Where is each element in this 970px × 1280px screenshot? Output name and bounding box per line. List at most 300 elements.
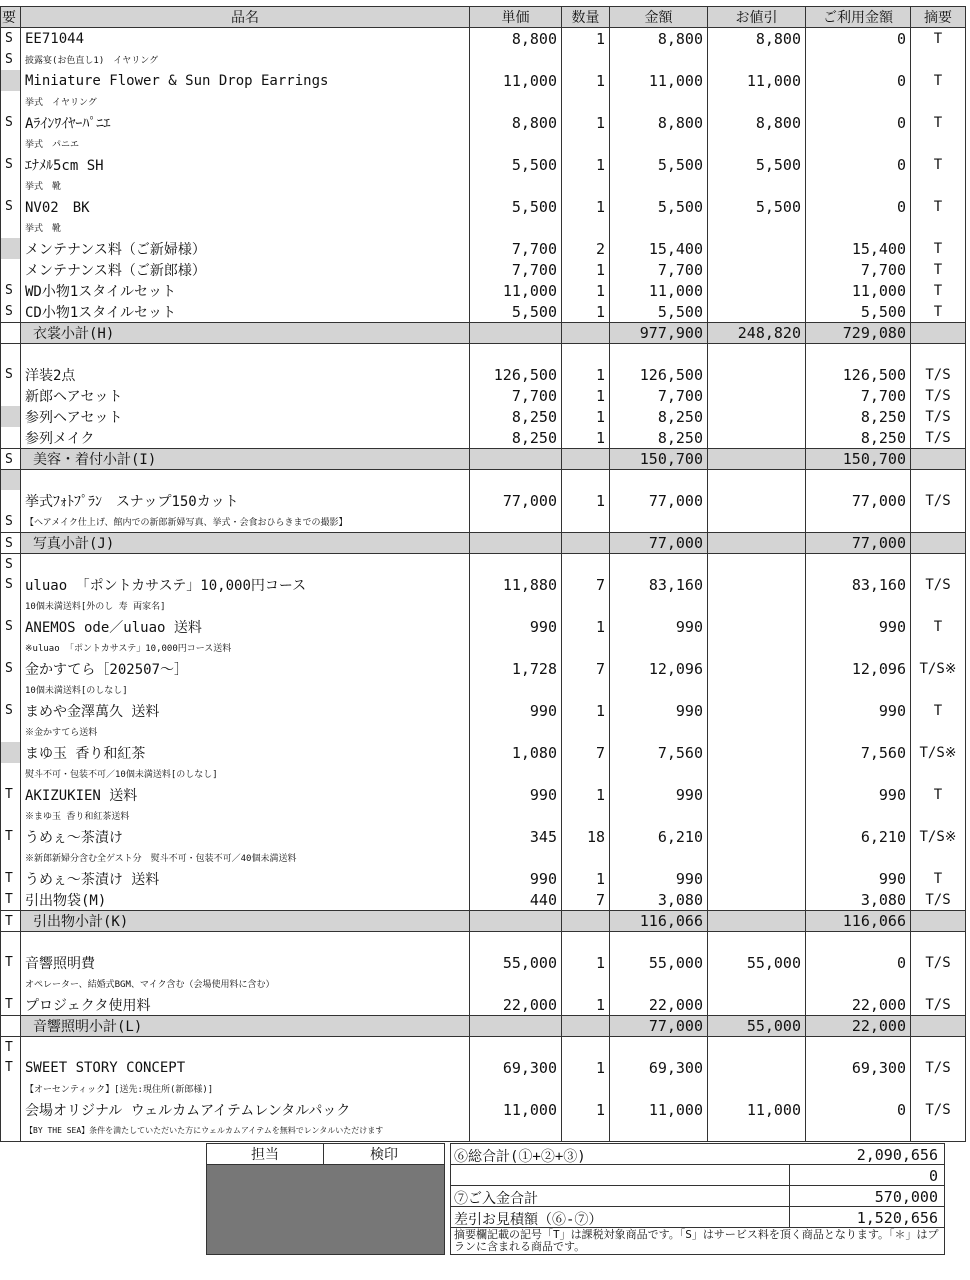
row-left-mark: S	[1, 28, 21, 50]
item-remark-row	[1, 49, 966, 70]
quantity: 1	[562, 427, 610, 449]
empty-cell	[562, 323, 610, 344]
table-row	[1, 112, 966, 133]
empty-cell	[708, 763, 806, 784]
row-left-mark	[1, 175, 21, 196]
quantity: 1	[562, 616, 610, 637]
amount: 8,800	[610, 28, 708, 50]
subtotal-discount: 248,820	[708, 323, 806, 344]
empty-cell	[708, 932, 806, 953]
empty-cell	[610, 973, 708, 994]
empty-cell	[610, 721, 708, 742]
discount	[708, 574, 806, 595]
item-remark: 10個未満送料[のしなし]	[21, 679, 470, 700]
empty-cell	[610, 175, 708, 196]
row-left-mark: S	[1, 533, 21, 554]
note-code: T/S	[911, 1057, 966, 1078]
empty-cell	[610, 554, 708, 575]
empty-cell	[21, 932, 470, 953]
quantity: 1	[562, 112, 610, 133]
unit-price: 7,700	[470, 385, 562, 406]
empty-cell	[470, 175, 562, 196]
header-note: 摘要	[911, 7, 966, 28]
row-left-mark: S	[1, 154, 21, 175]
item-remark-row	[1, 805, 966, 826]
quantity: 1	[562, 385, 610, 406]
use-amount: 69,300	[806, 1057, 911, 1078]
item-name: メンテナンス料（ご新郎様）	[21, 259, 470, 280]
unit-price: 5,500	[470, 301, 562, 323]
header-quantity: 数量	[562, 7, 610, 28]
row-left-mark	[1, 406, 21, 427]
use-amount: 8,250	[806, 427, 911, 449]
unit-price: 11,000	[470, 70, 562, 91]
note-code: T/S※	[911, 658, 966, 679]
amount: 7,560	[610, 742, 708, 763]
table-row	[1, 616, 966, 637]
discount	[708, 280, 806, 301]
subtotal-row	[1, 911, 966, 932]
item-remark: 【ヘアメイク仕上げ、館内での新郎新婦写真、挙式・会食おひらきまでの撮影】	[21, 511, 470, 533]
empty-cell	[806, 1037, 911, 1058]
empty-cell	[562, 449, 610, 470]
empty-cell	[610, 679, 708, 700]
empty-cell	[911, 763, 966, 784]
empty-cell	[708, 217, 806, 238]
empty-cell	[610, 344, 708, 365]
discount	[708, 700, 806, 721]
empty-cell	[806, 805, 911, 826]
discount	[708, 301, 806, 323]
empty-cell	[911, 1120, 966, 1142]
row-left-mark	[1, 721, 21, 742]
unit-price: 1,080	[470, 742, 562, 763]
item-remark: 熨斗不可・包装不可／10個未満送料[のしなし]	[21, 763, 470, 784]
unit-price: 8,800	[470, 28, 562, 50]
row-left-mark	[1, 490, 21, 511]
quantity: 7	[562, 574, 610, 595]
empty-cell	[470, 679, 562, 700]
note-code: T	[911, 238, 966, 259]
empty-cell	[562, 847, 610, 868]
empty-cell	[610, 1120, 708, 1142]
spacer-row	[1, 1037, 966, 1058]
row-left-mark	[1, 427, 21, 449]
discount	[708, 994, 806, 1016]
table-row	[1, 952, 966, 973]
item-remark: 【BY THE SEA】条件を満たしていただいた方にウェルカムアイテムを無料でレンタルいただけます	[21, 1120, 470, 1142]
subtotal-label: 写真小計(J)	[21, 533, 470, 554]
empty-cell	[562, 133, 610, 154]
quantity: 2	[562, 238, 610, 259]
item-name: Miniature Flower & Sun Drop Earrings	[21, 70, 470, 91]
row-left-mark	[1, 323, 21, 344]
discount	[708, 616, 806, 637]
unit-price: 11,000	[470, 280, 562, 301]
subtotal-amount: 116,066	[610, 911, 708, 932]
empty-cell	[806, 175, 911, 196]
row-left-mark: S	[1, 616, 21, 637]
header-discount: お値引	[708, 7, 806, 28]
empty-cell	[806, 721, 911, 742]
note-code: T/S※	[911, 826, 966, 847]
row-left-mark	[1, 91, 21, 112]
empty-cell	[610, 932, 708, 953]
table-row	[1, 1057, 966, 1078]
spacer-row	[1, 554, 966, 575]
tanto-label	[206, 1143, 324, 1165]
discount: 8,800	[708, 28, 806, 50]
empty-cell	[21, 344, 470, 365]
empty-cell	[806, 1120, 911, 1142]
empty-cell	[708, 133, 806, 154]
use-amount: 7,700	[806, 259, 911, 280]
discount	[708, 490, 806, 511]
row-left-mark: S	[1, 511, 21, 533]
empty-cell	[806, 595, 911, 616]
item-remark-row	[1, 847, 966, 868]
empty-cell	[708, 679, 806, 700]
empty-cell	[470, 91, 562, 112]
row-left-mark	[1, 1016, 21, 1037]
row-left-mark	[1, 595, 21, 616]
subtotal-amount: 150,700	[610, 449, 708, 470]
amount: 990	[610, 868, 708, 889]
use-amount: 83,160	[806, 574, 911, 595]
discount	[708, 784, 806, 805]
quantity: 1	[562, 70, 610, 91]
empty-cell	[911, 470, 966, 491]
row-left-mark	[1, 1078, 21, 1099]
amount: 11,000	[610, 70, 708, 91]
empty-cell	[562, 637, 610, 658]
item-remark: 挙式 イヤリング	[21, 91, 470, 112]
table-row	[1, 490, 966, 511]
subtotal-discount	[708, 449, 806, 470]
item-remark-row	[1, 217, 966, 238]
item-remark-row	[1, 595, 966, 616]
quantity: 1	[562, 259, 610, 280]
empty-cell	[911, 449, 966, 470]
blank-value: 0	[928, 1167, 938, 1185]
item-name: 新郎ヘアセット	[21, 385, 470, 406]
discount	[708, 238, 806, 259]
item-name: 会場オリジナル ウェルカムアイテムレンタルパック	[21, 1099, 470, 1120]
subtotal-row	[1, 1016, 966, 1037]
discount	[708, 1057, 806, 1078]
empty-cell	[911, 1078, 966, 1099]
unit-price: 7,700	[470, 238, 562, 259]
balance-row	[450, 1206, 945, 1228]
empty-cell	[562, 973, 610, 994]
empty-cell	[562, 679, 610, 700]
empty-cell	[562, 1078, 610, 1099]
empty-cell	[911, 973, 966, 994]
item-remark: ※まゆ玉 香り和紅茶送料	[21, 805, 470, 826]
amount: 11,000	[610, 1099, 708, 1120]
empty-cell	[610, 133, 708, 154]
empty-cell	[911, 49, 966, 70]
note-code: T	[911, 112, 966, 133]
subtotal-amount: 77,000	[610, 1016, 708, 1037]
use-amount: 15,400	[806, 238, 911, 259]
amount: 3,080	[610, 889, 708, 911]
row-left-mark: S	[1, 301, 21, 323]
row-left-mark: T	[1, 784, 21, 805]
empty-cell	[911, 323, 966, 344]
item-name: EE71044	[21, 28, 470, 50]
empty-cell	[911, 133, 966, 154]
empty-cell	[610, 91, 708, 112]
subtotal-row	[1, 323, 966, 344]
quantity: 7	[562, 889, 610, 911]
use-amount: 990	[806, 868, 911, 889]
subtotal-use: 729,080	[806, 323, 911, 344]
use-amount: 3,080	[806, 889, 911, 911]
amount: 8,800	[610, 112, 708, 133]
unit-price: 8,250	[470, 427, 562, 449]
unit-price: 8,800	[470, 112, 562, 133]
empty-cell	[470, 217, 562, 238]
total-value: 2,090,656	[856, 1146, 938, 1164]
header-use-amount: ご利用金額	[806, 7, 911, 28]
unit-price: 8,250	[470, 406, 562, 427]
empty-cell	[470, 1120, 562, 1142]
empty-cell	[911, 175, 966, 196]
header-amount: 金額	[610, 7, 708, 28]
quantity: 1	[562, 700, 610, 721]
empty-cell	[610, 511, 708, 533]
blank-row	[450, 1164, 945, 1186]
empty-cell	[806, 49, 911, 70]
balance-value: 1,520,656	[856, 1209, 938, 1227]
empty-cell	[610, 49, 708, 70]
empty-cell	[470, 721, 562, 742]
empty-cell	[610, 763, 708, 784]
note-code: T	[911, 196, 966, 217]
empty-cell	[708, 805, 806, 826]
empty-cell	[610, 1078, 708, 1099]
note-code: T/S	[911, 1099, 966, 1120]
row-left-mark	[1, 470, 21, 491]
note-code: T/S	[911, 994, 966, 1016]
discount	[708, 826, 806, 847]
empty-cell	[911, 637, 966, 658]
quantity: 7	[562, 742, 610, 763]
use-amount: 0	[806, 154, 911, 175]
deposit-label: ⑦ご入金合計	[454, 1191, 538, 1207]
kenin-text: 検印	[370, 1147, 398, 1163]
amount: 990	[610, 616, 708, 637]
unit-price: 990	[470, 616, 562, 637]
item-name: 参列メイク	[21, 427, 470, 449]
empty-cell	[562, 1016, 610, 1037]
amount: 5,500	[610, 154, 708, 175]
item-remark: 挙式 パニエ	[21, 133, 470, 154]
subtotal-discount	[708, 911, 806, 932]
footer-summary	[0, 1143, 945, 1255]
unit-price: 69,300	[470, 1057, 562, 1078]
item-remark-row	[1, 763, 966, 784]
empty-cell	[610, 595, 708, 616]
note-code: T/S	[911, 385, 966, 406]
row-left-mark: S	[1, 280, 21, 301]
stamp-area	[206, 1164, 445, 1255]
subtotal-use: 116,066	[806, 911, 911, 932]
quantity: 7	[562, 658, 610, 679]
empty-cell	[911, 595, 966, 616]
table-header	[1, 7, 966, 28]
item-remark: 10個未満送料[外のし 寿 両家名]	[21, 595, 470, 616]
unit-price: 990	[470, 700, 562, 721]
discount	[708, 385, 806, 406]
item-name: SWEET STORY CONCEPT	[21, 1057, 470, 1078]
estimate-table	[0, 6, 966, 1142]
discount	[708, 658, 806, 679]
total-row	[450, 1143, 945, 1165]
discount: 5,500	[708, 196, 806, 217]
amount: 990	[610, 700, 708, 721]
use-amount: 6,210	[806, 826, 911, 847]
empty-cell	[610, 847, 708, 868]
use-amount: 11,000	[806, 280, 911, 301]
note-code: T	[911, 28, 966, 50]
row-left-mark	[1, 1120, 21, 1142]
quantity: 1	[562, 490, 610, 511]
subtotal-use: 150,700	[806, 449, 911, 470]
subtotal-row	[1, 449, 966, 470]
discount	[708, 868, 806, 889]
subtotal-row	[1, 533, 966, 554]
use-amount: 12,096	[806, 658, 911, 679]
amount: 15,400	[610, 238, 708, 259]
empty-cell	[911, 805, 966, 826]
kenin-label	[323, 1143, 445, 1165]
empty-cell	[610, 470, 708, 491]
empty-cell	[911, 554, 966, 575]
table-row	[1, 385, 966, 406]
item-name: uluao 「ポントカサステ」10,000円コース	[21, 574, 470, 595]
table-row	[1, 427, 966, 449]
tanto-text: 担当	[251, 1147, 279, 1163]
table-row	[1, 994, 966, 1016]
row-left-mark	[1, 973, 21, 994]
row-left-mark	[1, 742, 21, 763]
item-remark: オペレーター、結婚式BGM、マイク含む（会場使用料に含む）	[21, 973, 470, 994]
item-name: Aﾗｲﾝﾜｲﾔｰﾊﾟﾆｴ	[21, 112, 470, 133]
amount: 990	[610, 784, 708, 805]
quantity: 1	[562, 1099, 610, 1120]
row-left-mark: S	[1, 449, 21, 470]
quantity: 1	[562, 28, 610, 50]
deposit-value: 570,000	[874, 1188, 938, 1206]
amount: 77,000	[610, 490, 708, 511]
subtotal-discount: 55,000	[708, 1016, 806, 1037]
discount: 55,000	[708, 952, 806, 973]
item-name: ANEMOS ode／uluao 送料	[21, 616, 470, 637]
item-name: WD小物1スタイルセット	[21, 280, 470, 301]
unit-price: 5,500	[470, 196, 562, 217]
spacer-row	[1, 470, 966, 491]
quantity: 1	[562, 406, 610, 427]
empty-cell	[806, 763, 911, 784]
table-row	[1, 406, 966, 427]
quantity: 1	[562, 1057, 610, 1078]
empty-cell	[610, 637, 708, 658]
discount	[708, 889, 806, 911]
amount: 8,250	[610, 427, 708, 449]
use-amount: 5,500	[806, 301, 911, 323]
spacer-row	[1, 932, 966, 953]
empty-cell	[562, 470, 610, 491]
quantity: 1	[562, 784, 610, 805]
total-label: ⑥総合計(①+②+③)	[454, 1149, 586, 1165]
row-left-mark	[1, 932, 21, 953]
row-left-mark: T	[1, 1037, 21, 1058]
empty-cell	[708, 847, 806, 868]
empty-cell	[708, 49, 806, 70]
row-left-mark	[1, 133, 21, 154]
item-remark-row	[1, 133, 966, 154]
empty-cell	[562, 49, 610, 70]
table-row	[1, 301, 966, 323]
empty-cell	[470, 554, 562, 575]
item-name: まめや金澤萬久 送料	[21, 700, 470, 721]
item-remark-row	[1, 511, 966, 533]
note-code: T/S	[911, 952, 966, 973]
row-left-mark	[1, 637, 21, 658]
empty-cell	[21, 470, 470, 491]
quantity: 1	[562, 868, 610, 889]
note-code: T	[911, 784, 966, 805]
use-amount: 0	[806, 1099, 911, 1120]
row-left-mark	[1, 217, 21, 238]
balance-label: 差引お見積額（⑥-⑦）	[454, 1212, 603, 1228]
discount	[708, 406, 806, 427]
empty-cell	[470, 637, 562, 658]
item-remark-row	[1, 973, 966, 994]
empty-cell	[470, 1037, 562, 1058]
use-amount: 990	[806, 784, 911, 805]
item-name: まゆ玉 香り和紅茶	[21, 742, 470, 763]
row-left-mark: T	[1, 826, 21, 847]
note-code: T/S	[911, 574, 966, 595]
row-left-mark: T	[1, 868, 21, 889]
note-code: T	[911, 259, 966, 280]
item-remark: 挙式 靴	[21, 217, 470, 238]
row-left-mark: S	[1, 112, 21, 133]
discount	[708, 259, 806, 280]
item-remark: ※uluao 「ポントカサステ」10,000円コース送料	[21, 637, 470, 658]
row-left-mark	[1, 70, 21, 91]
amount: 12,096	[610, 658, 708, 679]
empty-cell	[470, 511, 562, 533]
empty-cell	[562, 911, 610, 932]
empty-cell	[911, 679, 966, 700]
estimate-sheet	[0, 6, 957, 1142]
empty-cell	[708, 344, 806, 365]
item-name: 金かすてら［202507～］	[21, 658, 470, 679]
spacer-row	[1, 344, 966, 365]
unit-price: 345	[470, 826, 562, 847]
empty-cell	[806, 554, 911, 575]
table-row	[1, 154, 966, 175]
amount: 6,210	[610, 826, 708, 847]
empty-cell	[708, 973, 806, 994]
discount	[708, 364, 806, 385]
row-left-mark	[1, 679, 21, 700]
empty-cell	[708, 1078, 806, 1099]
